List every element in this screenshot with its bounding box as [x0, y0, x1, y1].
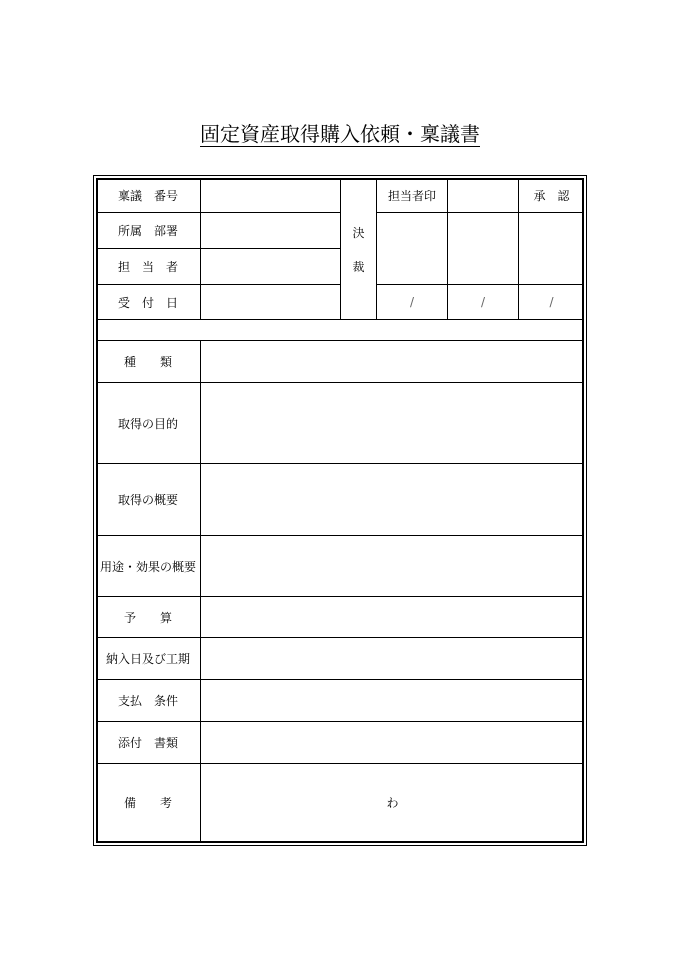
usage-effect-label: 用途・効果の概要	[99, 559, 196, 574]
grid-line	[96, 319, 584, 320]
purpose-field[interactable]	[201, 383, 584, 463]
kessai-label-char-1: 決	[352, 225, 365, 240]
payment-terms-field[interactable]	[201, 680, 584, 721]
purpose-label: 取得の目的	[117, 416, 178, 431]
delivery-period-field[interactable]	[201, 638, 584, 679]
received-date-field[interactable]	[201, 285, 340, 319]
remarks-label: 備 考	[123, 796, 172, 810]
remarks-field[interactable]	[201, 764, 584, 841]
ringi-number-field[interactable]	[201, 178, 340, 212]
department-label: 所属 部署	[117, 224, 178, 238]
type-label: 種 類	[123, 355, 172, 369]
person-in-charge-field[interactable]	[201, 249, 340, 284]
ringi-number-label: 稟議 番号	[117, 188, 178, 203]
attachments-field[interactable]	[201, 722, 584, 763]
overview-label: 取得の概要	[117, 493, 178, 507]
budget-field[interactable]	[201, 597, 584, 637]
attachments-label: 添付 書類	[117, 736, 178, 750]
payment-terms-label: 支払 条件	[117, 694, 178, 708]
blank-header-cell	[448, 178, 518, 212]
received-date-label: 受 付 日	[117, 295, 178, 310]
title-text: 固定資産取得購入依頼・稟議書	[200, 122, 480, 146]
remarks-value: わ	[386, 796, 399, 810]
approval-label: 承 認	[533, 188, 570, 203]
grid-line	[340, 178, 341, 319]
date-slash-middle: /	[480, 295, 486, 309]
page-title	[0, 118, 680, 147]
budget-label: 予 算	[123, 610, 172, 625]
stamp-box-middle[interactable]	[448, 213, 518, 284]
date-slash-approval: /	[549, 295, 554, 309]
usage-effect-field[interactable]	[201, 536, 584, 596]
date-slash-tanto: /	[409, 295, 415, 309]
delivery-period-label: 納入日及び工期	[105, 652, 190, 666]
type-field[interactable]	[201, 341, 584, 382]
tanto-stamp-label: 担当者印	[387, 188, 436, 203]
stamp-box-tanto[interactable]	[377, 213, 447, 284]
stamp-box-approval[interactable]	[519, 213, 584, 284]
kessai-label-char-2: 裁	[352, 259, 365, 274]
department-field[interactable]	[201, 213, 340, 248]
person-in-charge-label: 担 当 者	[117, 260, 178, 274]
overview-field[interactable]	[201, 464, 584, 535]
